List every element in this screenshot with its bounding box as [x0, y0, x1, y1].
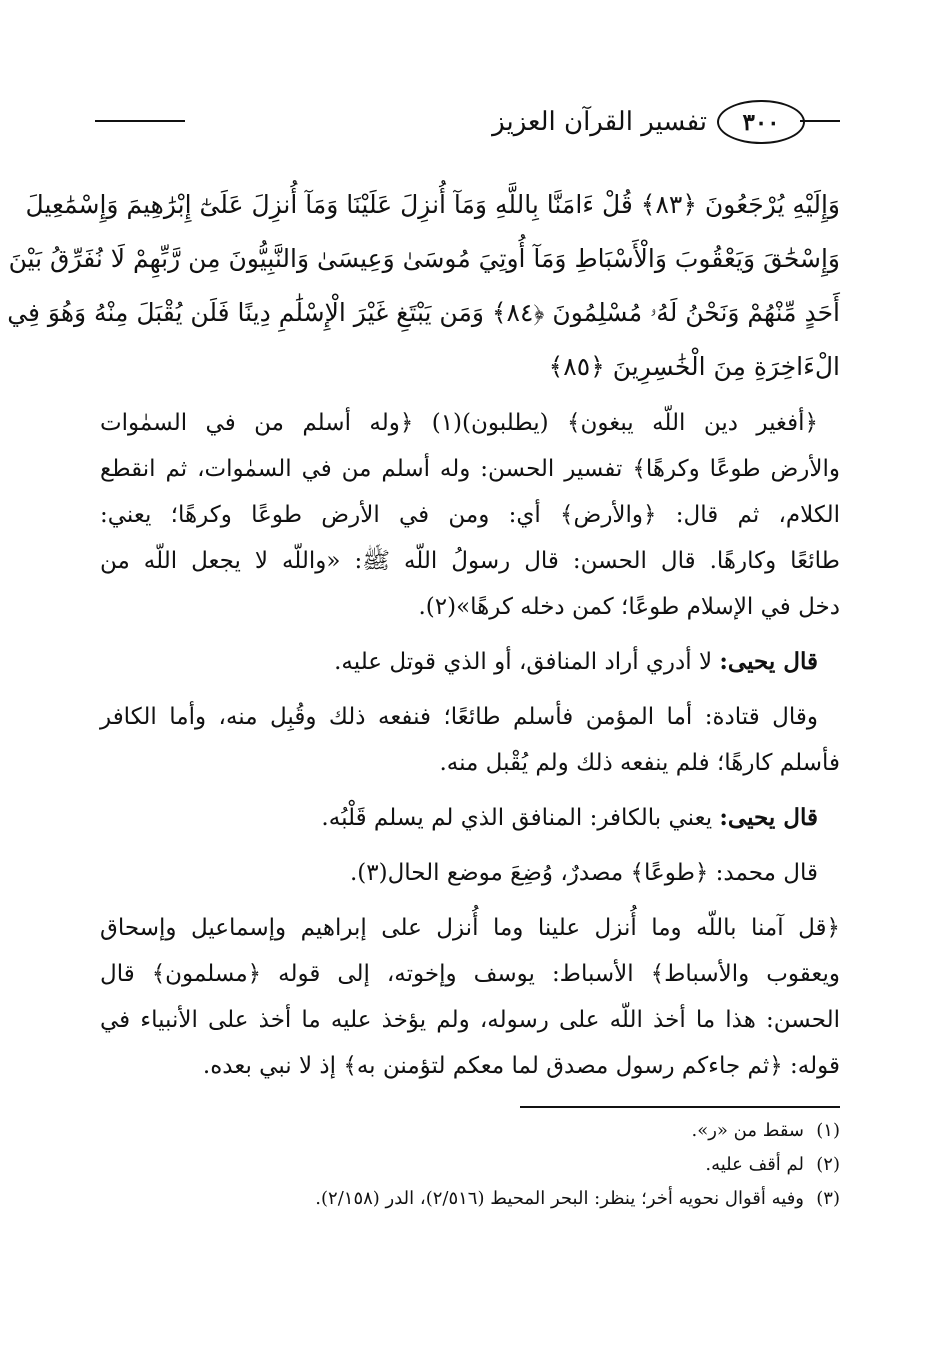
text-line: والأرض طوعًا وكرهًا﴾ تفسير الحسن: وله أسلم من في السمٰوات، ثم انقطع [100, 456, 840, 482]
text-span: لا أدري أراد المنافق، أو الذي قوتل عليه. [334, 649, 720, 675]
footnote [100, 1148, 840, 1182]
paragraph [100, 639, 840, 685]
verse-line: أَحَدٍ مِّنْهُمْ وَنَحْنُ لَهُۥ مُسْلِمُونَ ﴿٨٤﴾ وَمَن يَبْتَغِ غَيْرَ الْإِسْلَٰمِ دِينًا فَلَن يُقْبَلَ مِنْهُ وَهُوَ فِي [7, 298, 840, 327]
paragraph [100, 850, 840, 896]
footnote-text: لم أقف عليه. [705, 1154, 804, 1175]
footnote-number: (١) [816, 1120, 840, 1141]
page-number: ٣٠٠ [717, 100, 805, 144]
verse-line: وَإِلَيْهِ يُرْجَعُونَ ﴿٨٣﴾ قُلْ ءَامَنَّا بِاللَّهِ وَمَآ أُنزِلَ عَلَيْنَا وَمَآ أُنزِلَ عَلَىٰٓ إِبْرَٰهِيمَ وَإِسْمَٰعِيلَ [25, 190, 840, 219]
speaker-label: قال يحيى: [719, 804, 818, 831]
paragraph [100, 694, 840, 786]
text-line: ﴿أفغير دين اللّه يبغون﴾ (يطلبون)(١) ﴿وله أسلم من في السمٰوات [100, 410, 818, 436]
text-line [100, 795, 840, 841]
paragraph [100, 400, 840, 630]
text-line [100, 639, 840, 685]
text-line: ويعقوب والأسباط﴾ الأسباط: يوسف وإخوته، إلى قوله ﴿مسلمون﴾ قال [100, 961, 840, 987]
text-line: قال محمد: ﴿طوعًا﴾ مصدرٌ، وُضِعَ موضع الحال(٣). [349, 860, 818, 886]
header-rule-left [95, 120, 185, 122]
text-line: فأسلم كارهًا؛ فلم ينفعه ذلك ولم يُقْبل منه. [439, 750, 840, 776]
text-line: وقال قتادة: أما المؤمن فأسلم طائعًا؛ فنفعه ذلك وقُبِل منه، وأما الكافر [100, 704, 818, 730]
text-span: يعني بالكافر: المنافق الذي لم يسلم قَلْبُه. [321, 805, 720, 831]
verse-line: وَإِسْحَٰقَ وَيَعْقُوبَ وَالْأَسْبَاطِ وَمَآ أُوتِيَ مُوسَىٰ وَعِيسَىٰ وَالنَّبِيُّونَ مِن رَّبِّهِمْ لَا نُفَرِّقُ بَيْنَ [8, 244, 840, 273]
footnote-text: سقط من «ر». [691, 1120, 804, 1141]
footnote [100, 1182, 840, 1216]
text-line: قوله: ﴿ثم جاءكم رسول مصدق لما معكم لتؤمنن به﴾ إذ لا نبي بعده. [202, 1053, 840, 1079]
text-line: الحسن: هذا ما أخذ اللّه على رسوله، ولم يؤخذ عليه ما أخذ على الأنبياء في [100, 1007, 840, 1033]
book-title: تفسير القرآن العزيز [492, 107, 707, 137]
speaker-label: قال يحيى: [719, 648, 818, 675]
footnote-separator [520, 1106, 840, 1108]
commentary-text [100, 400, 840, 1098]
text-line: ﴿قل آمنا باللّه وما أُنزل علينا وما أُنزل على إبراهيم وإسماعيل وإسحاق [100, 915, 840, 941]
text-line: طائعًا وكارهًا. قال الحسن: قال رسولُ اللّه ﷺ: «واللّه لا يجعل اللّه من [100, 548, 840, 574]
footnotes [100, 1114, 840, 1216]
footnote-number: (٣) [816, 1188, 840, 1209]
header-rule-right [800, 120, 840, 122]
quran-verses [7, 178, 840, 394]
page-header [95, 92, 840, 152]
footnote [100, 1114, 840, 1148]
text-line: الكلام، ثم قال: ﴿والأرض﴾ أي: ومن في الأرض طوعًا وكرهًا؛ يعني: [100, 502, 840, 528]
paragraph [100, 905, 840, 1089]
text-line: دخل في الإسلام طوعًا؛ كمن دخله كرهًا»(٢). [418, 594, 840, 620]
verse-line: الْءَاخِرَةِ مِنَ الْخَٰسِرِينَ ﴿٨٥﴾ [548, 352, 840, 381]
paragraph [100, 795, 840, 841]
footnote-number: (٢) [816, 1154, 840, 1175]
footnote-text: وفيه أقوال نحويه أخر؛ ينظر: البحر المحيط (٢/٥١٦)، الدر (٢/١٥٨). [315, 1188, 804, 1209]
